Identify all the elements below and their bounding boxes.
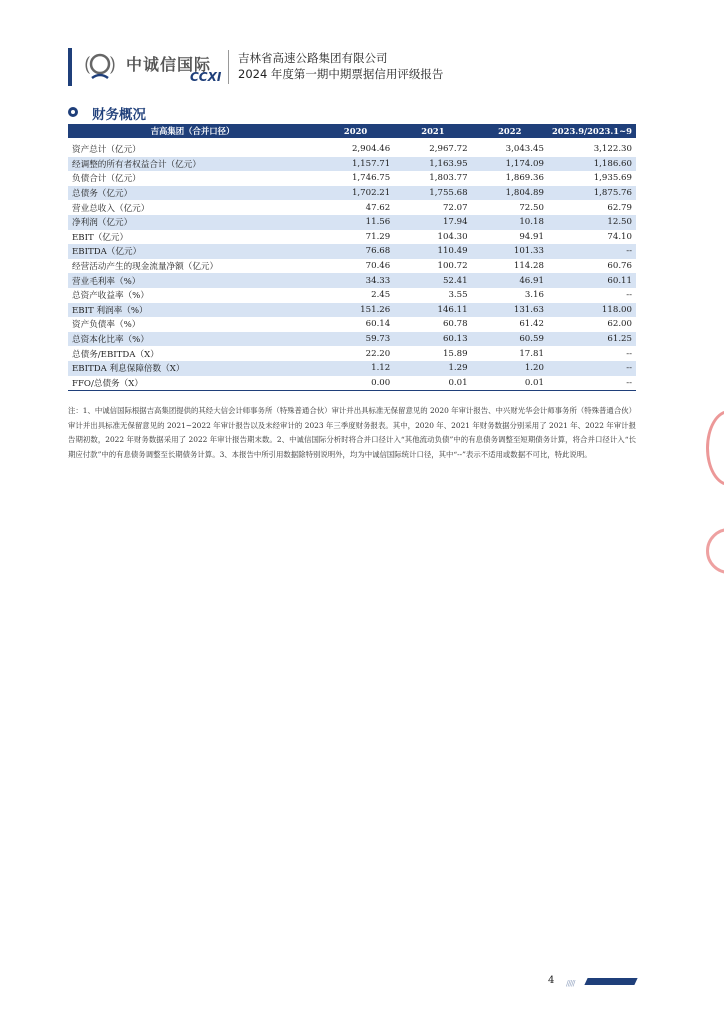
table-row <box>68 244 636 259</box>
table-cell: 110.49 <box>394 244 471 259</box>
table-cell: 46.91 <box>472 273 548 288</box>
footer-accent-bar <box>584 978 637 985</box>
table-cell: 72.07 <box>442 202 468 213</box>
row-label: 总债务（亿元） <box>68 186 317 201</box>
row-label: 营业毛利率（%） <box>68 273 317 288</box>
table-cell: 94.91 <box>519 231 544 242</box>
header-accent-bar <box>68 48 72 86</box>
table-cell: -- <box>548 376 636 391</box>
table-cell: 60.78 <box>442 319 468 330</box>
company-name: 吉林省高速公路集团有限公司 <box>238 51 388 65</box>
table-cell: 0.00 <box>317 376 394 391</box>
section-bullet-icon <box>68 107 78 117</box>
table-cell: 1.29 <box>394 361 471 376</box>
table-cell: 1.12 <box>317 361 394 376</box>
row-label: FFO/总债务（X） <box>68 376 317 391</box>
column-header: 2020 <box>317 124 394 138</box>
table-cell: 17.94 <box>394 215 471 230</box>
table-cell: 74.10 <box>607 231 632 242</box>
table-cell: 71.29 <box>365 231 391 242</box>
table-cell: 0.01 <box>394 376 471 391</box>
footer-stripes-icon: ///// <box>566 979 575 988</box>
table-row <box>68 332 636 347</box>
table-cell: 47.62 <box>365 202 391 213</box>
row-label: 总资本化比率（%） <box>68 332 317 347</box>
table-cell: 72.50 <box>519 202 544 213</box>
table-row <box>68 200 636 215</box>
table-cell: 22.20 <box>365 348 391 359</box>
table-row <box>68 376 636 391</box>
table-cell: 146.11 <box>394 303 471 318</box>
table-row <box>68 157 636 172</box>
table-cell: 60.13 <box>394 332 471 347</box>
table-cell: 11.56 <box>317 215 394 230</box>
table-cell: 10.18 <box>472 215 548 230</box>
table-cell: 118.00 <box>548 303 636 318</box>
table-cell: 61.25 <box>548 332 636 347</box>
table-cell: 151.26 <box>317 303 394 318</box>
table-cell: 61.42 <box>519 319 544 330</box>
report-title: 2024 年度第一期中期票据信用评级报告 <box>238 67 444 81</box>
logo-chinese-text: 中诚信国际 <box>126 55 212 74</box>
table-row <box>68 215 636 230</box>
table-cell: 1.20 <box>472 361 548 376</box>
table-row <box>68 142 636 157</box>
table-cell: 2,904.46 <box>351 144 391 155</box>
table-cell: 1,875.76 <box>548 186 636 201</box>
table-cell: 12.50 <box>548 215 636 230</box>
table-cell: 76.68 <box>317 244 394 259</box>
table-row <box>68 259 636 274</box>
table-cell: -- <box>548 244 636 259</box>
table-footnote: 注：1、中诚信国际根据吉高集团提供的其经大信会计师事务所（特殊普通合伙）审计并出具标准无保留意见的 2020 年审计报告、中兴财光华会计师事务所（特殊普通合伙）审计并出具标准无保留意见的 2021~2022 年审计报告以及未经审计的 2023 年三季度财务报表。其中，2020 年、2021 年财务数据分别采用了 2021 年、2022 年审计报告期初数，2022 年财务数据采用了 2022 年审计报告期末数。2、中诚信国际分析时将合并口径计入“其他流动负债”中的有息债务调整至短期债务计算，将合并口径计入“长期应付款”中的有息债务调整至长期债务计算。3、本报告中所引用数据除特别说明外，均为中诚信国际统计口径，其中“--”表示不适用或数据不可比，特此说明。 <box>68 406 636 459</box>
table-row <box>68 230 636 245</box>
row-label: 总资产收益率（%） <box>72 291 149 302</box>
table-cell: -- <box>548 361 636 376</box>
table-cell: 1,157.71 <box>317 157 394 172</box>
page-footer <box>540 974 636 990</box>
row-label: 经营活动产生的现金流量净额（亿元） <box>72 262 219 273</box>
column-header: 2023.9/2023.1~9 <box>548 124 636 138</box>
header-divider <box>228 50 229 84</box>
table-row <box>68 317 636 332</box>
table-cell: 62.00 <box>607 319 632 330</box>
table-row <box>68 303 636 318</box>
ccxi-logo-icon <box>82 50 118 82</box>
row-label: 营业总收入（亿元） <box>72 203 150 214</box>
row-label: 资产负债率（%） <box>72 320 141 331</box>
row-label: EBIT 利润率（%） <box>68 303 317 318</box>
table-cell: 3.55 <box>448 290 468 301</box>
table-cell: 59.73 <box>317 332 394 347</box>
table-cell: 1,935.69 <box>593 173 632 184</box>
table-cell: 15.89 <box>442 348 468 359</box>
row-label: 总债务/EBITDA（X） <box>72 349 159 360</box>
table-cell: 114.28 <box>513 261 544 272</box>
table-cell: 52.41 <box>394 273 471 288</box>
table-cell: 60.14 <box>365 319 391 330</box>
table-cell: 60.11 <box>548 273 636 288</box>
table-cell: 1,869.36 <box>505 173 544 184</box>
table-cell: 1,746.75 <box>351 173 391 184</box>
table-cell: 1,702.21 <box>317 186 394 201</box>
table-cell: 1,755.68 <box>394 186 471 201</box>
table-row <box>68 171 636 186</box>
table-row <box>68 186 636 201</box>
seal-stamp <box>706 410 724 486</box>
table-cell: 104.30 <box>437 231 468 242</box>
financial-summary-table <box>68 124 636 391</box>
table-row <box>68 273 636 288</box>
table-body <box>68 138 636 391</box>
table-cell: 60.76 <box>607 261 632 272</box>
table-cell: 131.63 <box>472 303 548 318</box>
table-row <box>68 361 636 376</box>
table-cell: 60.59 <box>472 332 548 347</box>
table-cell: 1,174.09 <box>472 157 548 172</box>
table-cell: 3.16 <box>524 290 544 301</box>
seal-stamp <box>706 528 724 574</box>
logo-english-text: CCXI <box>190 70 222 84</box>
table-cell: 3,043.45 <box>505 144 544 155</box>
row-label: EBIT（亿元） <box>72 232 129 243</box>
column-header: 2021 <box>394 124 471 138</box>
table-cell: -- <box>626 290 632 301</box>
table-cell: 0.01 <box>472 376 548 391</box>
table-cell: 1,163.95 <box>394 157 471 172</box>
table-cell: 1,804.89 <box>472 186 548 201</box>
section-title: 财务概况 <box>92 107 146 123</box>
table-row <box>68 288 636 303</box>
table-cell: 100.72 <box>437 261 468 272</box>
report-header <box>68 44 628 88</box>
table-cell: 70.46 <box>365 261 391 272</box>
table-cell: 2.45 <box>371 290 391 301</box>
table-cell: -- <box>626 348 632 359</box>
row-label: 资产总计（亿元） <box>72 145 141 156</box>
table-cell: 1,186.60 <box>548 157 636 172</box>
table-cell: 101.33 <box>472 244 548 259</box>
row-label: 净利润（亿元） <box>68 215 317 230</box>
table-header-row <box>68 124 636 138</box>
table-cell: 2,967.72 <box>429 144 468 155</box>
table-cell: 34.33 <box>317 273 394 288</box>
row-label: EBITDA 利息保障倍数（X） <box>68 361 317 376</box>
column-header: 2022 <box>472 124 548 138</box>
table-cell: 62.79 <box>607 202 632 213</box>
column-header: 吉高集团（合并口径） <box>68 124 317 138</box>
table-row <box>68 346 636 361</box>
page-number: 4 <box>548 975 555 986</box>
row-label: EBITDA（亿元） <box>68 244 317 259</box>
header-text <box>238 50 443 82</box>
row-label: 经调整的所有者权益合计（亿元） <box>68 157 317 172</box>
table-cell: 17.81 <box>519 348 544 359</box>
table-cell: 3,122.30 <box>593 144 632 155</box>
table-cell: 1,803.77 <box>429 173 468 184</box>
row-label: 负债合计（亿元） <box>72 174 141 185</box>
